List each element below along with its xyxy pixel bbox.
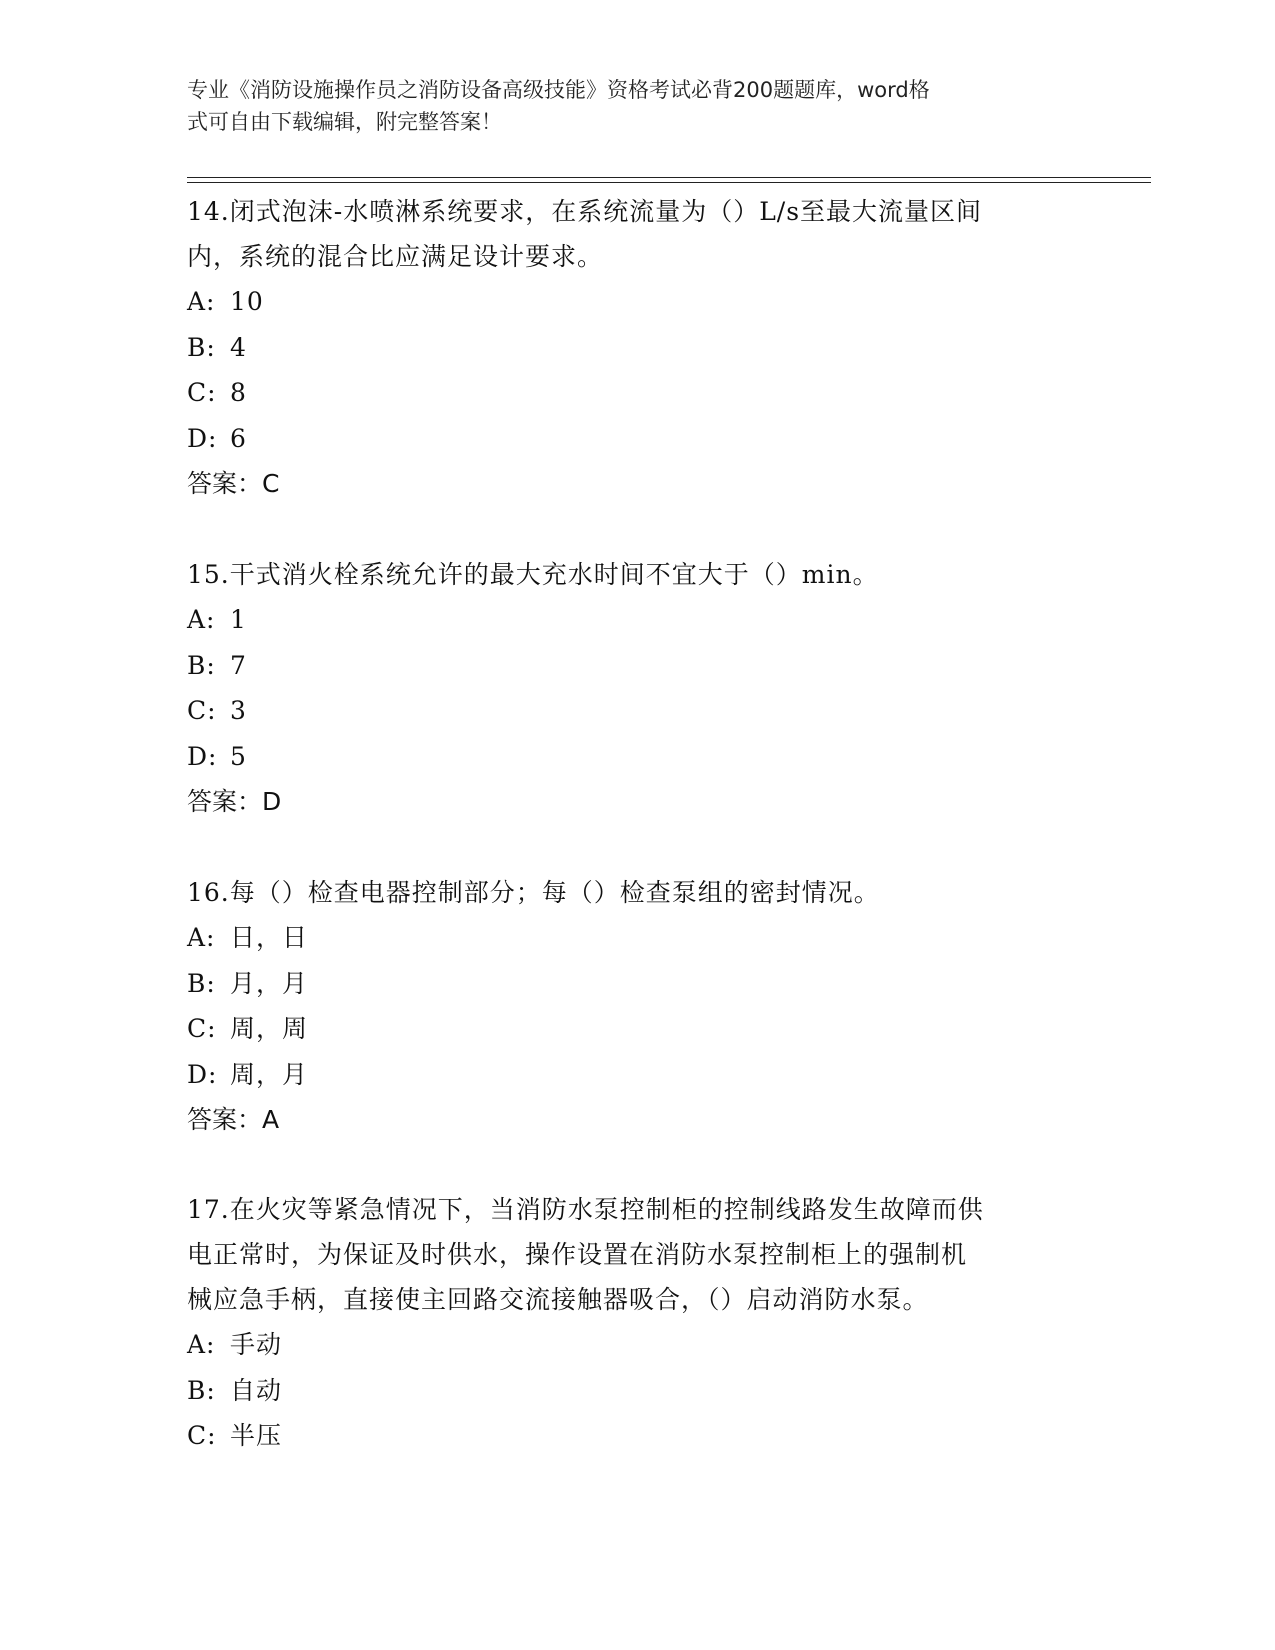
option-text: 周，月 xyxy=(230,1059,309,1089)
option-letter: B: xyxy=(187,968,216,998)
question-stem-line: 械应急手柄，直接使主回路交流接触器吸合，（）启动消防水泵。 xyxy=(187,1285,929,1314)
answer-line: 答案：D xyxy=(187,787,282,816)
option-letter: A: xyxy=(187,287,216,316)
option-text: 3 xyxy=(230,696,247,725)
option-text: 6 xyxy=(230,423,247,453)
option-letter: A: xyxy=(187,923,216,952)
option-text: 1 xyxy=(230,605,247,634)
question-stem-line: 17.在火灾等紧急情况下，当消防水泵控制柜的控制线路发生故障而供 xyxy=(187,1195,984,1224)
option-letter: A: xyxy=(187,605,216,634)
option-b xyxy=(187,325,1087,371)
header-line-1: 专业《消防设施操作员之消防设备高级技能》资格考试必背200题题库，word格 xyxy=(187,78,930,102)
option-a xyxy=(187,915,1087,961)
option-text: 8 xyxy=(230,378,247,407)
question-stem-line: 电正常时，为保证及时供水，操作设置在消防水泵控制柜上的强制机 xyxy=(187,1240,968,1269)
option-letter: B: xyxy=(187,650,216,680)
question-14 xyxy=(187,189,1087,506)
answer-line: 答案：A xyxy=(187,1105,280,1134)
option-text: 周，周 xyxy=(230,1014,309,1043)
question-stem-line: 15.干式消火栓系统允许的最大充水时间不宜大于（）min。 xyxy=(187,560,879,589)
option-c xyxy=(187,688,1087,734)
question-17 xyxy=(187,1187,1087,1459)
header-divider-top xyxy=(187,177,1151,178)
option-letter: C: xyxy=(187,696,217,725)
option-a xyxy=(187,279,1087,325)
option-d xyxy=(187,1052,1087,1098)
option-letter: D: xyxy=(187,741,218,771)
option-letter: C: xyxy=(187,378,217,407)
option-a xyxy=(187,1322,1087,1368)
option-c xyxy=(187,1413,1087,1459)
option-b xyxy=(187,643,1087,689)
option-text: 5 xyxy=(230,741,247,771)
header-divider-bottom xyxy=(187,182,1151,183)
option-text: 日，日 xyxy=(230,923,309,952)
option-c xyxy=(187,370,1087,416)
option-text: 月，月 xyxy=(230,968,309,998)
option-a xyxy=(187,597,1087,643)
question-stem-line: 内，系统的混合比应满足设计要求。 xyxy=(187,242,604,271)
option-letter: B: xyxy=(187,332,216,362)
option-text: 7 xyxy=(230,650,247,680)
option-b xyxy=(187,1368,1087,1414)
option-letter: B: xyxy=(187,1375,216,1405)
option-text: 自动 xyxy=(230,1375,283,1405)
question-stem-line: 14.闭式泡沫-水喷淋系统要求，在系统流量为（）L/s至最大流量区间 xyxy=(187,197,983,226)
option-text: 手动 xyxy=(230,1330,283,1359)
header-line-2: 式可自由下载编辑，附完整答案！ xyxy=(187,110,502,134)
option-d xyxy=(187,416,1087,462)
option-letter: A: xyxy=(187,1330,216,1359)
option-letter: C: xyxy=(187,1014,217,1043)
document-header xyxy=(187,74,1067,138)
option-letter: D: xyxy=(187,423,218,453)
option-d xyxy=(187,734,1087,780)
option-text: 10 xyxy=(230,287,264,316)
option-text: 半压 xyxy=(230,1421,283,1450)
question-15 xyxy=(187,552,1087,824)
question-16 xyxy=(187,870,1087,1142)
option-letter: C: xyxy=(187,1421,217,1450)
option-text: 4 xyxy=(230,332,247,362)
question-stem-line: 16.每（）检查电器控制部分；每（）检查泵组的密封情况。 xyxy=(187,878,880,907)
answer-line: 答案：C xyxy=(187,469,280,498)
option-c xyxy=(187,1006,1087,1052)
option-b xyxy=(187,961,1087,1007)
option-letter: D: xyxy=(187,1059,218,1089)
